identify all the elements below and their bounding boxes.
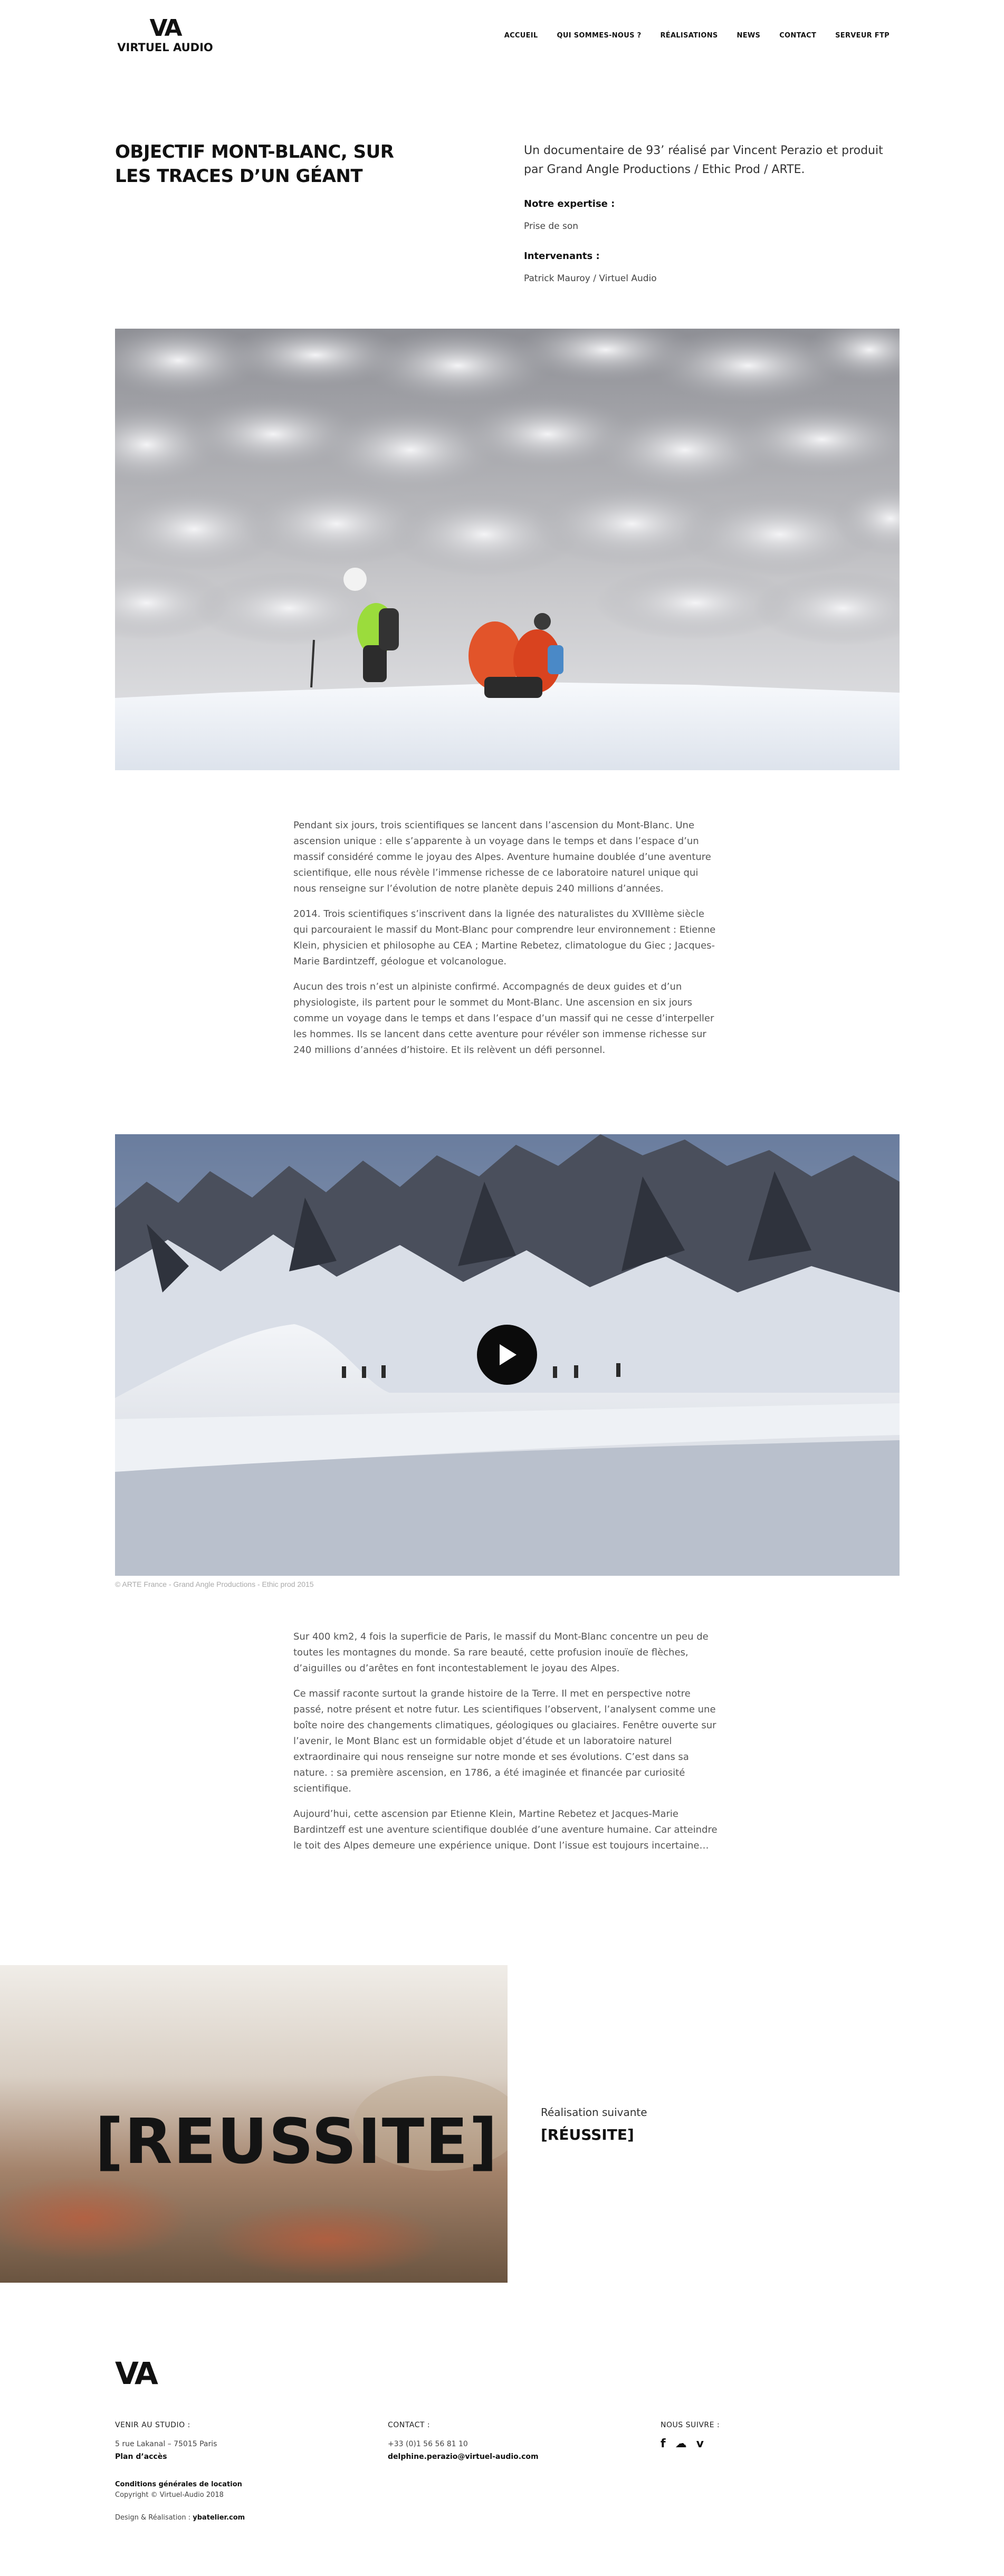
paragraph: Ce massif raconte surtout la grande histoire de la Terre. Il met en perspective notre passé, notre présent et notre futur. Les scientifiques l’observent, l’analysent comme une boîte noire des changements climatiques, géologiques ou glaciaires. Fenêtre ouverte sur l’avenir, le Mont Blanc est un formidable objet d’étude et un laboratoire naturel extraordinaire qui nous renseigne sur notre monde et ses évolutions. C’est dans sa nature. : sa première ascension, en 1786, a été imaginée et financée par curiosité scientifique. <box>293 1688 716 1794</box>
hero-illustration <box>115 329 900 770</box>
video-player[interactable] <box>115 1134 900 1576</box>
main-nav <box>504 32 890 40</box>
project-details <box>293 1629 721 1863</box>
video-caption: © ARTE France - Grand Angle Productions - Ethic prod 2015 <box>115 1580 314 1588</box>
next-project-label: Réalisation suivante <box>541 2106 647 2119</box>
nav-accueil[interactable]: ACCUEIL <box>504 32 538 40</box>
design-link[interactable]: ybatelier.com <box>193 2514 245 2522</box>
copyright: Copyright © Virtuel-Audio 2018 <box>115 2491 224 2499</box>
studio-heading: VENIR AU STUDIO : <box>115 2421 190 2429</box>
paragraph: Aucun des trois n’est un alpiniste confirmé. Accompagnés de deux guides et d’un physiologiste, ils partent pour le sommet du Mont-Blanc. Une ascension en six jours comme un voyage dans le temps et dans l’espace d’un massif qui ne cesse d’interpeller les hommes. Ils se lancent dans cette aventure pour révéler son immense richesse sur 240 millions d’années d’histoire. Et ils relèvent un défi personnel. <box>293 981 714 1056</box>
speakers-heading: Intervenants : <box>524 251 600 262</box>
next-project-image[interactable] <box>0 1965 508 2283</box>
footer-logo[interactable]: VA <box>115 2355 156 2391</box>
paragraph: Sur 400 km2, 4 fois la superficie de Paris, le massif du Mont-Blanc concentre un peu de toutes les montagnes du monde. Sa rare beauté, cette profusion inouïe de flèches, d’aiguilles ou d’arêtes en font incontestablement le joyau des Alpes. <box>293 1631 709 1674</box>
terms-link[interactable]: Conditions générales de location <box>115 2481 242 2488</box>
follow-heading: NOUS SUIVRE : <box>661 2421 720 2429</box>
studio-address: 5 rue Lakanal – 75015 Paris <box>115 2440 217 2448</box>
next-project-poster <box>0 1965 508 2283</box>
map-link[interactable]: Plan d’accès <box>115 2453 167 2461</box>
poster-title: [REUSSITE] <box>95 2105 499 2178</box>
expertise-heading: Notre expertise : <box>524 198 615 209</box>
footer-contact <box>388 2419 539 2463</box>
page-title: OBJECTIF MONT-BLANC, SUR LES TRACES D’UN GÉANT <box>115 141 394 187</box>
paragraph: 2014. Trois scientifiques s’inscrivent dans la lignée des naturalistes du XVIIIème siècle qui parcouraient le massif du Mont-Blanc pour comprendre leur environnement : Etienne Klein, physicien et philosophe au CEA ; Martine Rebetez, climatologue du Giec ; Jacques-Marie Bardintzeff, géologue et volcanologue. <box>293 908 716 967</box>
nav-contact[interactable]: CONTACT <box>779 32 817 40</box>
expertise-value: Prise de son <box>524 221 579 232</box>
contact-heading: CONTACT : <box>388 2421 431 2429</box>
project-description <box>293 818 721 1068</box>
design-label: Design & Réalisation : <box>115 2514 191 2522</box>
hero-image <box>115 329 900 770</box>
paragraph: Aujourd’hui, cette ascension par Etienne Klein, Martine Rebetez et Jacques-Marie Bardintzeff est une aventure scientifique doublée d’une aventure humaine. Car atteindre le toit des Alpes demeure une expérience unique. Dont l’issue est toujours incertaine… <box>293 1808 718 1851</box>
soundcloud-icon[interactable]: ☁ <box>675 2437 687 2450</box>
contact-email[interactable]: delphine.perazio@virtuel-audio.com <box>388 2453 539 2461</box>
nav-realisations[interactable]: RÉALISATIONS <box>660 32 718 40</box>
project-lead: Un documentaire de 93’ réalisé par Vincent Perazio et produit par Grand Angle Productions / Ethic Prod / ARTE. <box>524 144 883 176</box>
vimeo-icon[interactable]: v <box>696 2437 704 2450</box>
footer-legal <box>115 2479 242 2501</box>
nav-news[interactable]: NEWS <box>737 32 761 40</box>
nav-serveur-ftp[interactable]: SERVEUR FTP <box>835 32 890 40</box>
speakers-value: Patrick Mauroy / Virtuel Audio <box>524 273 657 284</box>
logo-mark: VA <box>149 15 181 42</box>
contact-phone[interactable]: +33 (0)1 56 56 81 10 <box>388 2440 468 2448</box>
nav-qui-sommes-nous[interactable]: QUI SOMMES-NOUS ? <box>557 32 642 40</box>
logo-text: VIRTUEL AUDIO <box>117 41 213 54</box>
facebook-icon[interactable]: f <box>661 2437 666 2450</box>
footer-credits <box>115 2514 245 2522</box>
paragraph: Pendant six jours, trois scientifiques se lancent dans l’ascension du Mont-Blanc. Une ascension unique : elle s’apparente à un voyage dans le temps et dans l’espace d’un massif considéré comme le joyau des Alpes. Aventure humaine doublée d’une aventure scientifique, elle nous révèle l’immense richesse de ce laboratoire naturel unique qui nous renseigne sur l’évolution de notre planète depuis 240 millions d’années. <box>293 820 711 894</box>
play-icon <box>496 1343 518 1366</box>
next-project-link[interactable]: [RÉUSSITE] <box>541 2126 634 2143</box>
project-intro <box>524 141 893 284</box>
footer-social <box>661 2419 720 2450</box>
site-logo[interactable] <box>115 17 215 59</box>
footer-studio <box>115 2419 217 2463</box>
play-button[interactable] <box>477 1325 537 1385</box>
